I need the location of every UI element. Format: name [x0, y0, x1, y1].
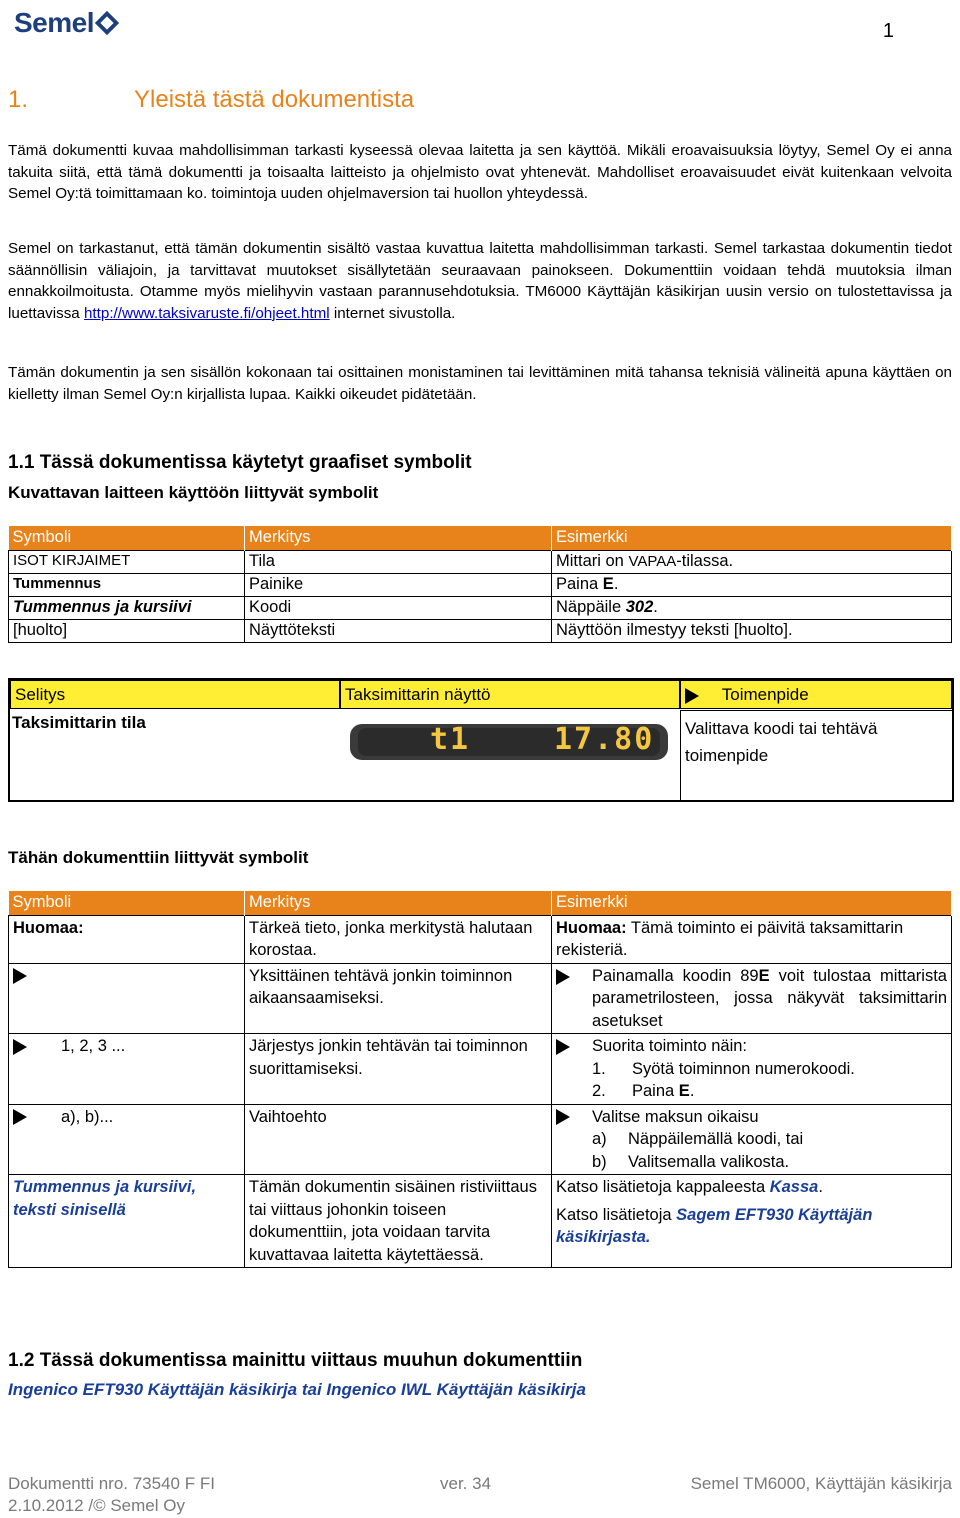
meaning-cell: Järjestys jonkin tehtävän tai toiminnon suorittamiseksi.: [245, 1034, 552, 1105]
table-row: [9, 915, 952, 963]
header-meaning: Merkitys: [245, 891, 552, 915]
example-text: Painamalla koodin 89: [592, 966, 759, 985]
meaning-cell: Näyttöteksti: [245, 619, 552, 642]
meaning-cell: Koodi: [245, 596, 552, 619]
example-title: Valitse maksun oikaisu: [592, 1107, 759, 1126]
example-button: E: [602, 574, 614, 593]
sequence-arrow-icon: [13, 1039, 27, 1055]
task-arrow-icon: [556, 969, 570, 985]
display-legend-box: [8, 678, 954, 802]
manual-download-link[interactable]: http://www.taksivaruste.fi/ohjeet.html: [83, 304, 330, 322]
example-cell: [552, 1175, 952, 1268]
header-example: Esimerkki: [552, 891, 952, 915]
action-description: Valittava koodi tai tehtävä toimenpide: [680, 710, 952, 800]
page-number: 1: [882, 20, 894, 42]
display-tariff: t1: [430, 722, 471, 757]
section-1-2-title: 1.2 Tässä dokumentissa mainittu viittaus muuhun dokumenttiin: [8, 1350, 583, 1371]
example-code: 302: [625, 597, 654, 616]
example-text: Paina: [556, 574, 603, 593]
step-text: Syötä toiminnon numerokoodi.: [632, 1059, 855, 1078]
logo-text: Semel: [14, 7, 94, 38]
step-text-end: .: [689, 1082, 695, 1100]
device-symbols-table: [8, 526, 952, 643]
table-row: [9, 963, 952, 1034]
task-arrow-icon: [13, 968, 27, 984]
referenced-manuals[interactable]: Ingenico EFT930 Käyttäjän käsikirja tai Ingenico IWL Käyttäjän käsikirja: [8, 1380, 586, 1399]
review-text-end: internet sivustolla.: [329, 304, 456, 322]
symbol-cell: Huomaa:: [9, 915, 245, 963]
footer-date-copyright: 2.10.2012 /© Semel Oy: [8, 1496, 185, 1515]
example-title: Suorita toiminto näin:: [592, 1037, 748, 1055]
footer-version: ver. 34: [440, 1474, 492, 1493]
table-row: [9, 573, 952, 596]
symbol-cell: Tummennus ja kursiivi, teksti sinisellä: [9, 1175, 245, 1268]
example-text-end: voit tulostaa mittarista parametrilosteen, jossa näkyvät taksimittarin asetukset: [592, 966, 947, 1030]
header-example: Esimerkki: [552, 526, 952, 550]
step-text: Paina: [632, 1082, 679, 1100]
option-arrow-icon: [556, 1109, 570, 1125]
sequence-arrow-icon: [556, 1039, 570, 1055]
table-row: [9, 550, 952, 573]
legend-display-header: Taksimittarin näyttö: [340, 680, 680, 709]
example-text-end: .: [613, 574, 619, 593]
option-symbol: a), b)...: [61, 1107, 114, 1126]
reference-text: Katso lisätietoja: [556, 1205, 677, 1224]
cross-reference-link[interactable]: Kassa: [769, 1178, 819, 1196]
option-arrow-icon: [13, 1109, 27, 1125]
sequence-symbol: 1, 2, 3 ...: [61, 1037, 126, 1055]
table-row: [9, 1034, 952, 1105]
table-header-row: [9, 891, 952, 915]
action-arrow-icon: [685, 688, 699, 704]
section-1-number: 1.: [8, 86, 29, 113]
symbol-cell: Tummennus ja kursiivi: [9, 596, 245, 619]
meaning-cell: Tila: [245, 550, 552, 573]
table-row: [9, 1104, 952, 1175]
device-symbols-subtitle: Kuvattavan laitteen käyttöön liittyvät symbolit: [8, 483, 379, 502]
example-cell: [552, 573, 952, 596]
step-button: E: [678, 1082, 690, 1100]
header-symbol: Symboli: [9, 526, 245, 550]
logo-diamond-icon: [95, 11, 119, 35]
option-letter: b): [592, 1152, 607, 1171]
example-text: Mittari on: [556, 551, 629, 570]
document-symbols-table: [8, 891, 952, 1268]
meaning-cell: Tämän dokumentin sisäinen ristiviittaus tai viittaus johonkin toiseen dokumenttiin, jota voidaan tarvita kuvattavaa laitetta käytettäessä.: [245, 1175, 552, 1268]
symbol-cell: [9, 1034, 245, 1105]
review-text: Semel on tarkastanut, että tämän dokumentin sisältö vastaa kuvattua laitetta mahdollisimman tarkasti. Semel tarkastaa dokumentin tiedot säännöllisin väliajoin, ja tarvittavat muutokset sisällytetään seuraavaan painokseen. Dokumenttiin voidaan tehdä muutoksia ilman ennakkoilmoitusta. Otamme myös mielihyvin vastaan parannusehdotuksia. TM6000 Käyttäjän käsikirjan uusin versio on tulostettavissa ja luettavissa: [8, 240, 952, 322]
example-cell: [552, 963, 952, 1034]
symbol-cell: [9, 963, 245, 1034]
example-text-end: .: [653, 597, 658, 616]
example-cell: Näyttöön ilmestyy teksti [huolto].: [552, 619, 952, 642]
section-1-1-title: 1.1 Tässä dokumentissa käytetyt graafiset symbolit: [8, 452, 472, 473]
symbol-cell: Tummennus: [9, 573, 245, 596]
meaning-cell: Tärkeä tieto, jonka merkitystä halutaan korostaa.: [245, 915, 552, 963]
meaning-cell: Yksittäinen tehtävä jonkin toiminnon aikaansaamiseksi.: [245, 963, 552, 1034]
document-symbols-subtitle: Tähän dokumenttiin liittyvät symbolit: [8, 848, 309, 867]
example-cell: [552, 550, 952, 573]
footer-document-number: Dokumentti nro. 73540 F FI: [8, 1474, 215, 1493]
example-cell: [552, 1104, 952, 1175]
table-header-row: [9, 526, 952, 550]
taximeter-display: [350, 724, 668, 760]
review-paragraph: [8, 238, 952, 324]
symbol-cell: ISOT KIRJAIMET: [9, 550, 245, 573]
header-symbol: Symboli: [9, 891, 245, 915]
disclaimer-paragraph: Tämä dokumentti kuvaa mahdollisimman tarkasti kyseessä olevaa laitetta ja sen käyttöä. Mikäli eroavaisuuksia löytyy, Semel Oy ei anna takuita siitä, että tämä dokumentti ja toisaalta laitteisto ja ohjelmisto ovat yhtenevät. Mahdolliset eroavaisuudet eivät kuitenkaan velvoita Semel Oy:tä toimittamaan ko. toimintoja uuden ohjelmaversion tai huollon yhteydessä.: [8, 142, 952, 202]
display-fare: 17.80: [554, 722, 655, 757]
example-cell: [552, 915, 952, 963]
document-reference-link[interactable]: Sagem EFT930 Käyttäjän käsikirjasta.: [556, 1205, 873, 1246]
reference-text: Katso lisätietoja kappaleesta: [556, 1178, 770, 1196]
symbol-cell: [huolto]: [9, 619, 245, 642]
header-meaning: Merkitys: [245, 526, 552, 550]
example-cell: [552, 1034, 952, 1105]
legend-action-header: [680, 680, 952, 709]
option-text: Valitsemalla valikosta.: [628, 1152, 790, 1171]
legend-action-label: Toimenpide: [721, 685, 809, 704]
option-letter: a): [592, 1130, 607, 1148]
example-cell: [552, 596, 952, 619]
footer-manual-title: Semel TM6000, Käyttäjän käsikirja: [690, 1474, 952, 1493]
step-number: 1.: [592, 1059, 606, 1078]
example-button: E: [758, 966, 770, 985]
copyright-paragraph: Tämän dokumentin ja sen sisällön kokonaan tai osittainen monistaminen tai levittäminen mitä tahansa teknisiä välineitä apuna käyttäen on kielletty ilman Semel Oy:n kirjallista lupaa. Kaikki oikeudet pidätetään.: [8, 364, 952, 403]
example-text-end: -tilassa.: [676, 551, 734, 570]
note-text: Tämä toiminto ei päivitä taksamittarin rekisteriä.: [556, 918, 904, 959]
example-text: Näppäile: [556, 597, 626, 616]
section-1-title: Yleistä tästä dokumentista: [134, 86, 415, 113]
example-state: VAPAA: [628, 552, 677, 570]
section-1-heading: [8, 86, 414, 114]
table-row: [9, 1175, 952, 1268]
display-screen: [358, 722, 660, 757]
note-label: Huomaa:: [556, 918, 627, 937]
semel-logo: [14, 8, 118, 38]
meaning-cell: Painike: [245, 573, 552, 596]
option-text: Näppäilemällä koodi, tai: [628, 1130, 804, 1148]
table-row: [9, 596, 952, 619]
reference-text-end: .: [818, 1178, 823, 1196]
table-row: [9, 619, 952, 642]
meter-state-label: Taksimittarin tila: [12, 713, 146, 732]
legend-explanation-header: Selitys: [10, 680, 340, 709]
meaning-cell: Vaihtoehto: [245, 1104, 552, 1175]
symbol-cell: [9, 1104, 245, 1175]
step-number: 2.: [592, 1082, 606, 1100]
